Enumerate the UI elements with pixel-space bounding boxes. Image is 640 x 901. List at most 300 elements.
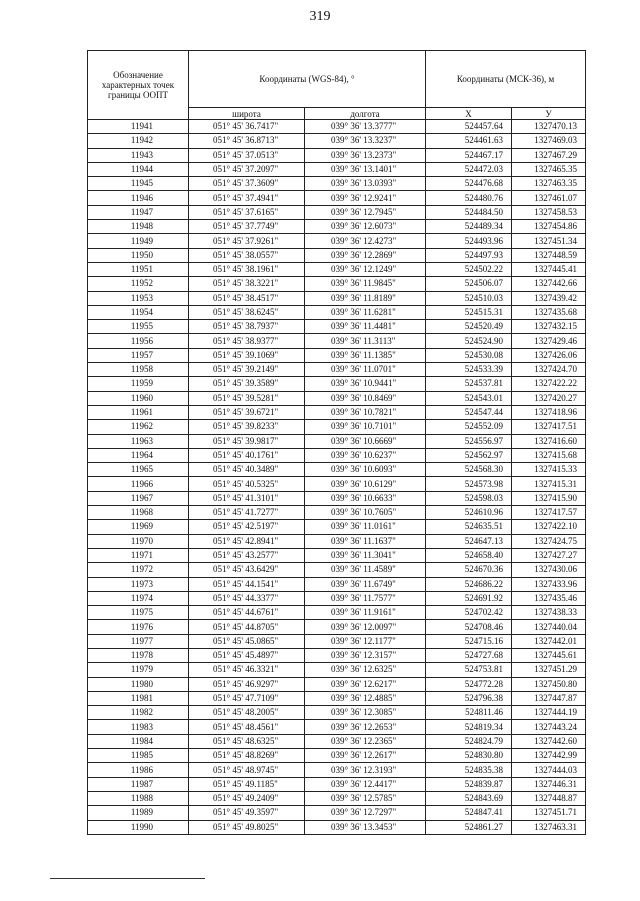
x-cell: 524502.22 — [426, 262, 512, 276]
table-row — [88, 734, 586, 748]
longitude-cell: 039° 36' 12.7945" — [305, 205, 426, 219]
longitude-cell: 039° 36' 10.7101" — [305, 420, 426, 434]
longitude-cell: 039° 36' 10.6129" — [305, 477, 426, 491]
table-row — [88, 648, 586, 662]
table-row — [88, 405, 586, 419]
latitude-cell: 051° 45' 38.4517" — [189, 291, 305, 305]
point-id-cell: 11962 — [88, 420, 189, 434]
x-cell: 524727.68 — [426, 648, 512, 662]
coordinates-table — [87, 50, 586, 835]
point-id-cell: 11968 — [88, 506, 189, 520]
longitude-cell: 039° 36' 12.2365" — [305, 734, 426, 748]
y-cell: 1327447.87 — [512, 691, 586, 705]
y-cell: 1327463.31 — [512, 820, 586, 834]
longitude-cell: 039° 36' 13.2373" — [305, 148, 426, 162]
point-id-cell: 11972 — [88, 563, 189, 577]
y-cell: 1327465.35 — [512, 162, 586, 176]
y-cell: 1327445.61 — [512, 648, 586, 662]
x-cell: 524562.97 — [426, 448, 512, 462]
point-id-cell: 11961 — [88, 405, 189, 419]
longitude-cell: 039° 36' 12.3085" — [305, 706, 426, 720]
point-id-cell: 11966 — [88, 477, 189, 491]
longitude-cell: 039° 36' 12.3157" — [305, 648, 426, 662]
y-cell: 1327448.59 — [512, 248, 586, 262]
point-id-cell: 11963 — [88, 434, 189, 448]
latitude-cell: 051° 45' 42.5197" — [189, 520, 305, 534]
y-cell: 1327433.96 — [512, 577, 586, 591]
y-cell: 1327444.03 — [512, 763, 586, 777]
table-row — [88, 491, 586, 505]
latitude-cell: 051° 45' 37.6165" — [189, 205, 305, 219]
y-cell: 1327415.33 — [512, 463, 586, 477]
latitude-cell: 051° 45' 44.6761" — [189, 606, 305, 620]
header-msk36: Координаты (МСК-36), м — [426, 51, 586, 108]
point-id-cell: 11953 — [88, 291, 189, 305]
x-cell: 524847.41 — [426, 806, 512, 820]
table-row — [88, 363, 586, 377]
x-cell: 524515.31 — [426, 305, 512, 319]
y-cell: 1327435.68 — [512, 305, 586, 319]
footnote-rule — [50, 878, 205, 879]
latitude-cell: 051° 45' 48.9745" — [189, 763, 305, 777]
y-cell: 1327415.90 — [512, 491, 586, 505]
x-cell: 524506.07 — [426, 277, 512, 291]
y-cell: 1327442.01 — [512, 634, 586, 648]
point-id-cell: 11958 — [88, 363, 189, 377]
latitude-cell: 051° 45' 47.7109" — [189, 691, 305, 705]
point-id-cell: 11959 — [88, 377, 189, 391]
y-cell: 1327426.06 — [512, 348, 586, 362]
table-row — [88, 534, 586, 548]
y-cell: 1327438.33 — [512, 606, 586, 620]
x-cell: 524489.34 — [426, 220, 512, 234]
latitude-cell: 051° 45' 38.7937" — [189, 320, 305, 334]
y-cell: 1327416.60 — [512, 434, 586, 448]
table-row — [88, 305, 586, 319]
point-id-cell: 11949 — [88, 234, 189, 248]
point-id-cell: 11957 — [88, 348, 189, 362]
table-row — [88, 420, 586, 434]
y-cell: 1327442.60 — [512, 734, 586, 748]
header-wgs84: Координаты (WGS-84), ° — [189, 51, 426, 108]
y-cell: 1327422.22 — [512, 377, 586, 391]
table-row — [88, 634, 586, 648]
longitude-cell: 039° 36' 11.4481" — [305, 320, 426, 334]
y-cell: 1327432.15 — [512, 320, 586, 334]
point-id-cell: 11971 — [88, 548, 189, 562]
y-cell: 1327469.03 — [512, 134, 586, 148]
latitude-cell: 051° 45' 39.1069" — [189, 348, 305, 362]
y-cell: 1327424.70 — [512, 363, 586, 377]
point-id-cell: 11955 — [88, 320, 189, 334]
x-cell: 524861.27 — [426, 820, 512, 834]
point-id-cell: 11942 — [88, 134, 189, 148]
latitude-cell: 051° 45' 49.2409" — [189, 791, 305, 805]
y-cell: 1327450.80 — [512, 677, 586, 691]
latitude-cell: 051° 45' 40.5325" — [189, 477, 305, 491]
latitude-cell: 051° 45' 42.8941" — [189, 534, 305, 548]
x-cell: 524839.87 — [426, 777, 512, 791]
table-row — [88, 677, 586, 691]
point-id-cell: 11950 — [88, 248, 189, 262]
x-cell: 524520.49 — [426, 320, 512, 334]
longitude-cell: 039° 36' 10.9441" — [305, 377, 426, 391]
longitude-cell: 039° 36' 11.0701" — [305, 363, 426, 377]
longitude-cell: 039° 36' 11.1637" — [305, 534, 426, 548]
longitude-cell: 039° 36' 12.4417" — [305, 777, 426, 791]
x-cell: 524530.08 — [426, 348, 512, 362]
x-cell: 524556.97 — [426, 434, 512, 448]
point-id-cell: 11984 — [88, 734, 189, 748]
longitude-cell: 039° 36' 12.3193" — [305, 763, 426, 777]
x-cell: 524493.96 — [426, 234, 512, 248]
header-longitude: долгота — [305, 108, 426, 120]
y-cell: 1327430.06 — [512, 563, 586, 577]
x-cell: 524476.68 — [426, 177, 512, 191]
x-cell: 524772.28 — [426, 677, 512, 691]
x-cell: 524497.93 — [426, 248, 512, 262]
point-id-cell: 11983 — [88, 720, 189, 734]
table-row — [88, 120, 586, 134]
latitude-cell: 051° 45' 37.2097" — [189, 162, 305, 176]
longitude-cell: 039° 36' 11.9161" — [305, 606, 426, 620]
longitude-cell: 039° 36' 10.6093" — [305, 463, 426, 477]
table-row — [88, 791, 586, 805]
point-id-cell: 11973 — [88, 577, 189, 591]
latitude-cell: 051° 45' 45.4897" — [189, 648, 305, 662]
x-cell: 524819.34 — [426, 720, 512, 734]
latitude-cell: 051° 45' 49.1185" — [189, 777, 305, 791]
latitude-cell: 051° 45' 40.1761" — [189, 448, 305, 462]
table-header-row — [88, 51, 586, 108]
y-cell: 1327424.75 — [512, 534, 586, 548]
table-row — [88, 820, 586, 834]
longitude-cell: 039° 36' 11.1385" — [305, 348, 426, 362]
x-cell: 524484.50 — [426, 205, 512, 219]
table-row — [88, 548, 586, 562]
latitude-cell: 051° 45' 39.5281" — [189, 391, 305, 405]
x-cell: 524524.90 — [426, 334, 512, 348]
y-cell: 1327417.57 — [512, 506, 586, 520]
longitude-cell: 039° 36' 12.6325" — [305, 663, 426, 677]
y-cell: 1327442.66 — [512, 277, 586, 291]
x-cell: 524702.42 — [426, 606, 512, 620]
longitude-cell: 039° 36' 12.6217" — [305, 677, 426, 691]
x-cell: 524543.01 — [426, 391, 512, 405]
longitude-cell: 039° 36' 12.2869" — [305, 248, 426, 262]
x-cell: 524708.46 — [426, 620, 512, 634]
x-cell: 524647.13 — [426, 534, 512, 548]
point-id-cell: 11982 — [88, 706, 189, 720]
x-cell: 524835.38 — [426, 763, 512, 777]
latitude-cell: 051° 45' 39.6721" — [189, 405, 305, 419]
latitude-cell: 051° 45' 37.7749" — [189, 220, 305, 234]
longitude-cell: 039° 36' 10.6669" — [305, 434, 426, 448]
longitude-cell: 039° 36' 12.0097" — [305, 620, 426, 634]
table-row — [88, 248, 586, 262]
x-cell: 524552.09 — [426, 420, 512, 434]
latitude-cell: 051° 45' 36.7417" — [189, 120, 305, 134]
header-x: X — [426, 108, 512, 120]
y-cell: 1327451.71 — [512, 806, 586, 820]
table-row — [88, 691, 586, 705]
y-cell: 1327420.27 — [512, 391, 586, 405]
longitude-cell: 039° 36' 12.7297" — [305, 806, 426, 820]
latitude-cell: 051° 45' 43.2577" — [189, 548, 305, 562]
longitude-cell: 039° 36' 13.3453" — [305, 820, 426, 834]
longitude-cell: 039° 36' 11.6749" — [305, 577, 426, 591]
point-id-cell: 11988 — [88, 791, 189, 805]
y-cell: 1327443.24 — [512, 720, 586, 734]
x-cell: 524510.03 — [426, 291, 512, 305]
longitude-cell: 039° 36' 11.3041" — [305, 548, 426, 562]
point-id-cell: 11978 — [88, 648, 189, 662]
point-id-cell: 11951 — [88, 262, 189, 276]
x-cell: 524610.96 — [426, 506, 512, 520]
page-number: 319 — [309, 9, 331, 24]
y-cell: 1327461.07 — [512, 191, 586, 205]
longitude-cell: 039° 36' 13.0393" — [305, 177, 426, 191]
latitude-cell: 051° 45' 38.0557" — [189, 248, 305, 262]
y-cell: 1327415.31 — [512, 477, 586, 491]
latitude-cell: 051° 45' 38.3221" — [189, 277, 305, 291]
point-id-cell: 11985 — [88, 749, 189, 763]
y-cell: 1327467.29 — [512, 148, 586, 162]
y-cell: 1327429.46 — [512, 334, 586, 348]
table-row — [88, 334, 586, 348]
table-row — [88, 277, 586, 291]
table-row — [88, 348, 586, 362]
x-cell: 524691.92 — [426, 591, 512, 605]
x-cell: 524573.98 — [426, 477, 512, 491]
x-cell: 524568.30 — [426, 463, 512, 477]
latitude-cell: 051° 45' 43.6429" — [189, 563, 305, 577]
latitude-cell: 051° 45' 44.1541" — [189, 577, 305, 591]
point-id-cell: 11989 — [88, 806, 189, 820]
latitude-cell: 051° 45' 39.3589" — [189, 377, 305, 391]
x-cell: 524457.64 — [426, 120, 512, 134]
table-row — [88, 220, 586, 234]
point-id-cell: 11979 — [88, 663, 189, 677]
table-row — [88, 591, 586, 605]
x-cell: 524480.76 — [426, 191, 512, 205]
point-id-cell: 11977 — [88, 634, 189, 648]
y-cell: 1327448.87 — [512, 791, 586, 805]
latitude-cell: 051° 45' 48.6325" — [189, 734, 305, 748]
x-cell: 524843.69 — [426, 791, 512, 805]
x-cell: 524472.03 — [426, 162, 512, 176]
x-cell: 524715.16 — [426, 634, 512, 648]
table-row — [88, 434, 586, 448]
point-id-cell: 11943 — [88, 148, 189, 162]
latitude-cell: 051° 45' 48.4561" — [189, 720, 305, 734]
header-latitude: широта — [189, 108, 305, 120]
header-designation: Обозначение характерных точек границы ООПТ — [88, 51, 189, 120]
x-cell: 524824.79 — [426, 734, 512, 748]
point-id-cell: 11969 — [88, 520, 189, 534]
latitude-cell: 051° 45' 44.8705" — [189, 620, 305, 634]
point-id-cell: 11986 — [88, 763, 189, 777]
longitude-cell: 039° 36' 11.4589" — [305, 563, 426, 577]
table-row — [88, 148, 586, 162]
point-id-cell: 11970 — [88, 534, 189, 548]
longitude-cell: 039° 36' 12.4273" — [305, 234, 426, 248]
header-y: У — [512, 108, 586, 120]
latitude-cell: 051° 45' 41.3101" — [189, 491, 305, 505]
longitude-cell: 039° 36' 12.2617" — [305, 749, 426, 763]
table-row — [88, 720, 586, 734]
table-row — [88, 262, 586, 276]
x-cell: 524635.51 — [426, 520, 512, 534]
table-row — [88, 291, 586, 305]
longitude-cell: 039° 36' 13.1401" — [305, 162, 426, 176]
table-body — [88, 120, 586, 835]
longitude-cell: 039° 36' 12.4885" — [305, 691, 426, 705]
latitude-cell: 051° 45' 37.0513" — [189, 148, 305, 162]
point-id-cell: 11947 — [88, 205, 189, 219]
longitude-cell: 039° 36' 12.1249" — [305, 262, 426, 276]
point-id-cell: 11954 — [88, 305, 189, 319]
point-id-cell: 11981 — [88, 691, 189, 705]
table-row — [88, 620, 586, 634]
point-id-cell: 11964 — [88, 448, 189, 462]
longitude-cell: 039° 36' 11.3113" — [305, 334, 426, 348]
y-cell: 1327454.86 — [512, 220, 586, 234]
x-cell: 524796.38 — [426, 691, 512, 705]
longitude-cell: 039° 36' 12.2653" — [305, 720, 426, 734]
table-row — [88, 448, 586, 462]
latitude-cell: 051° 45' 40.3489" — [189, 463, 305, 477]
longitude-cell: 039° 36' 13.3777" — [305, 120, 426, 134]
longitude-cell: 039° 36' 10.6633" — [305, 491, 426, 505]
point-id-cell: 11990 — [88, 820, 189, 834]
latitude-cell: 051° 45' 49.8025" — [189, 820, 305, 834]
latitude-cell: 051° 45' 38.6245" — [189, 305, 305, 319]
latitude-cell: 051° 45' 48.2005" — [189, 706, 305, 720]
longitude-cell: 039° 36' 12.6073" — [305, 220, 426, 234]
latitude-cell: 051° 45' 37.9261" — [189, 234, 305, 248]
latitude-cell: 051° 45' 39.9817" — [189, 434, 305, 448]
y-cell: 1327451.29 — [512, 663, 586, 677]
point-id-cell: 11980 — [88, 677, 189, 691]
longitude-cell: 039° 36' 12.5785" — [305, 791, 426, 805]
longitude-cell: 039° 36' 10.8469" — [305, 391, 426, 405]
y-cell: 1327470.13 — [512, 120, 586, 134]
latitude-cell: 051° 45' 39.2149" — [189, 363, 305, 377]
longitude-cell: 039° 36' 11.6281" — [305, 305, 426, 319]
latitude-cell: 051° 45' 38.1961" — [189, 262, 305, 276]
y-cell: 1327439.42 — [512, 291, 586, 305]
point-id-cell: 11956 — [88, 334, 189, 348]
table-row — [88, 320, 586, 334]
y-cell: 1327446.31 — [512, 777, 586, 791]
longitude-cell: 039° 36' 11.9845" — [305, 277, 426, 291]
point-id-cell: 11974 — [88, 591, 189, 605]
x-cell: 524547.44 — [426, 405, 512, 419]
x-cell: 524686.22 — [426, 577, 512, 591]
x-cell: 524598.03 — [426, 491, 512, 505]
point-id-cell: 11952 — [88, 277, 189, 291]
longitude-cell: 039° 36' 12.1177" — [305, 634, 426, 648]
point-id-cell: 11948 — [88, 220, 189, 234]
table-row — [88, 777, 586, 791]
table-row — [88, 806, 586, 820]
x-cell: 524830.80 — [426, 749, 512, 763]
table-row — [88, 477, 586, 491]
point-id-cell: 11975 — [88, 606, 189, 620]
latitude-cell: 051° 45' 46.3321" — [189, 663, 305, 677]
point-id-cell: 11965 — [88, 463, 189, 477]
table-row — [88, 391, 586, 405]
table-row — [88, 506, 586, 520]
latitude-cell: 051° 45' 41.7277" — [189, 506, 305, 520]
x-cell: 524533.39 — [426, 363, 512, 377]
y-cell: 1327418.96 — [512, 405, 586, 419]
latitude-cell: 051° 45' 37.4941" — [189, 191, 305, 205]
y-cell: 1327442.99 — [512, 749, 586, 763]
latitude-cell: 051° 45' 38.9377" — [189, 334, 305, 348]
x-cell: 524537.81 — [426, 377, 512, 391]
table-row — [88, 706, 586, 720]
latitude-cell: 051° 45' 49.3597" — [189, 806, 305, 820]
y-cell: 1327415.68 — [512, 448, 586, 462]
y-cell: 1327427.27 — [512, 548, 586, 562]
table-row — [88, 134, 586, 148]
table-row — [88, 205, 586, 219]
x-cell: 524753.81 — [426, 663, 512, 677]
point-id-cell: 11976 — [88, 620, 189, 634]
table-row — [88, 563, 586, 577]
x-cell: 524467.17 — [426, 148, 512, 162]
latitude-cell: 051° 45' 48.8269" — [189, 749, 305, 763]
latitude-cell: 051° 45' 44.3377" — [189, 591, 305, 605]
table-row — [88, 234, 586, 248]
y-cell: 1327445.41 — [512, 262, 586, 276]
longitude-cell: 039° 36' 10.6237" — [305, 448, 426, 462]
table-row — [88, 749, 586, 763]
y-cell: 1327458.53 — [512, 205, 586, 219]
point-id-cell: 11944 — [88, 162, 189, 176]
point-id-cell: 11987 — [88, 777, 189, 791]
table-row — [88, 463, 586, 477]
table-row — [88, 162, 586, 176]
y-cell: 1327444.19 — [512, 706, 586, 720]
table-row — [88, 663, 586, 677]
table-row — [88, 377, 586, 391]
y-cell: 1327422.10 — [512, 520, 586, 534]
table-row — [88, 191, 586, 205]
latitude-cell: 051° 45' 36.8713" — [189, 134, 305, 148]
y-cell: 1327435.46 — [512, 591, 586, 605]
table-row — [88, 763, 586, 777]
latitude-cell: 051° 45' 45.0865" — [189, 634, 305, 648]
point-id-cell: 11967 — [88, 491, 189, 505]
longitude-cell: 039° 36' 11.8189" — [305, 291, 426, 305]
y-cell: 1327440.04 — [512, 620, 586, 634]
latitude-cell: 051° 45' 37.3609" — [189, 177, 305, 191]
point-id-cell: 11941 — [88, 120, 189, 134]
longitude-cell: 039° 36' 10.7605" — [305, 506, 426, 520]
longitude-cell: 039° 36' 11.7577" — [305, 591, 426, 605]
point-id-cell: 11946 — [88, 191, 189, 205]
table-row — [88, 177, 586, 191]
latitude-cell: 051° 45' 46.9297" — [189, 677, 305, 691]
longitude-cell: 039° 36' 12.9241" — [305, 191, 426, 205]
x-cell: 524658.40 — [426, 548, 512, 562]
latitude-cell: 051° 45' 39.8233" — [189, 420, 305, 434]
point-id-cell: 11945 — [88, 177, 189, 191]
y-cell: 1327463.35 — [512, 177, 586, 191]
